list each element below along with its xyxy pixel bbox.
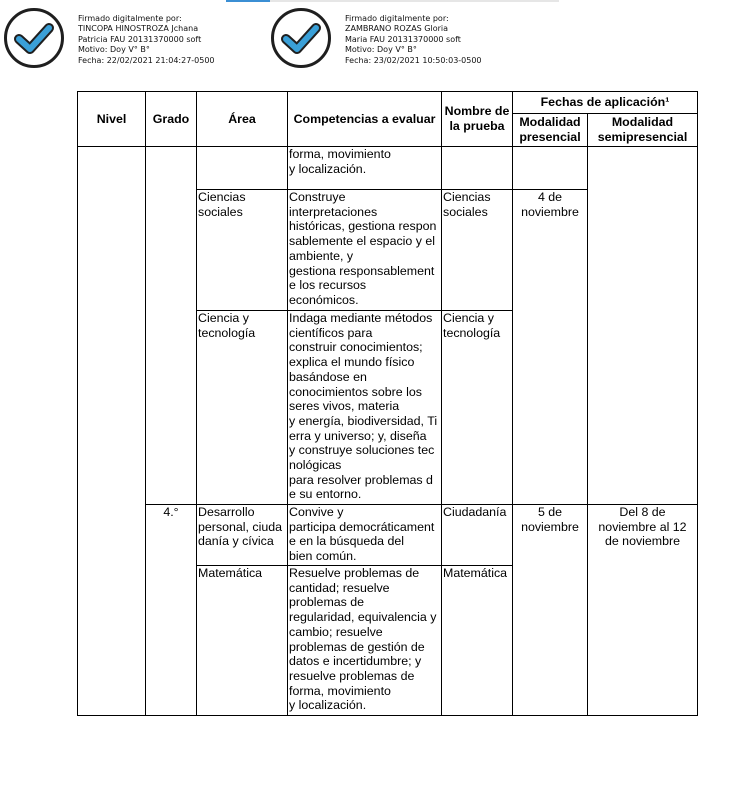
- competencias-cell: Construye interpretaciones históricas, gestiona respon sablemente el espacio y el ambiente, y gestiona responsablement e los recursos económicos.: [288, 190, 442, 311]
- header-fechas: Fechas de aplicación¹: [513, 92, 698, 114]
- area-cell: Ciencias sociales: [197, 190, 288, 311]
- presencial-cell: 4 de noviembre: [513, 190, 588, 505]
- competencias-cell: forma, movimiento y localización.: [288, 147, 442, 190]
- signature-line: ZAMBRANO ROZAS Gloria: [345, 24, 449, 34]
- prueba-cell: Ciencia y tecnología: [442, 311, 513, 505]
- presencial-cell: [513, 147, 588, 190]
- semipresencial-cell: [588, 147, 698, 505]
- prueba-cell: Matemática: [442, 566, 513, 716]
- check-seal-icon: [269, 6, 333, 70]
- signature-line: TINCOPA HINOSTROZA Jchana: [78, 24, 199, 34]
- signature-line: Motivo: Doy V° B°: [78, 45, 150, 55]
- header-nivel: Nivel: [78, 92, 146, 147]
- header-modalidad-presencial: Modalidad presencial: [513, 114, 588, 147]
- grado-cell: 4.°: [146, 505, 197, 716]
- digital-signature-2: [269, 6, 529, 70]
- signature-line: Fecha: 23/02/2021 10:50:03-0500: [345, 55, 482, 65]
- header-competencias: Competencias a evaluar: [288, 92, 442, 147]
- competencias-cell: Convive y participa democráticament e en la búsqueda del bien común.: [288, 505, 442, 566]
- signature-line: Fecha: 22/02/2021 21:04:27-0500: [78, 55, 215, 65]
- grado-cell: [146, 147, 197, 505]
- semipresencial-cell: Del 8 de noviembre al 12 de noviembre: [588, 505, 698, 716]
- signature-line: Firmado digitalmente por:: [345, 14, 449, 23]
- prueba-cell: Ciudadanía: [442, 505, 513, 566]
- area-cell: [197, 147, 288, 190]
- signature-text-2: [345, 14, 482, 66]
- signature-line: Patricia FAU 20131370000 soft: [78, 34, 202, 44]
- prueba-cell: [442, 147, 513, 190]
- evaluation-schedule-table: [77, 91, 698, 716]
- signature-line: Motivo: Doy V° B°: [345, 45, 417, 55]
- signature-text-1: [78, 14, 215, 66]
- presencial-cell: 5 de noviembre: [513, 505, 588, 716]
- signature-line: Maria FAU 20131370000 soft: [345, 34, 461, 44]
- check-seal-icon: [2, 6, 66, 70]
- prueba-cell: Ciencias sociales: [442, 190, 513, 311]
- competencias-cell: Indaga mediante métodos científicos para construir conocimientos; explica el mundo físico basándose en conocimientos sobre los seres vivos, materia y energía, biodiversidad, Ti erra y universo; y, diseña y construye soluciones tec nológicas para resolver problemas d e su entorno.: [288, 311, 442, 505]
- competencias-cell: Resuelve problemas de cantidad; resuelve problemas de regularidad, equivalencia y cambio; resuelve problemas de gestión de datos e incertidumbre; y resuelve problemas de forma, movimiento y localización.: [288, 566, 442, 716]
- header-nombre-prueba: Nombre de la prueba: [442, 92, 513, 147]
- top-scroll-indicator-accent: [226, 0, 270, 2]
- digital-signature-1: [2, 6, 242, 70]
- area-cell: Ciencia y tecnología: [197, 311, 288, 505]
- header-area: Área: [197, 92, 288, 147]
- signature-line: Firmado digitalmente por:: [78, 14, 182, 23]
- area-cell: Matemática: [197, 566, 288, 716]
- header-modalidad-semipresencial: Modalidad semipresencial: [588, 114, 698, 147]
- top-scroll-indicator: [226, 0, 559, 2]
- area-cell: Desarrollo personal, ciuda danía y cívica: [197, 505, 288, 566]
- header-grado: Grado: [146, 92, 197, 147]
- nivel-cell: [78, 147, 146, 716]
